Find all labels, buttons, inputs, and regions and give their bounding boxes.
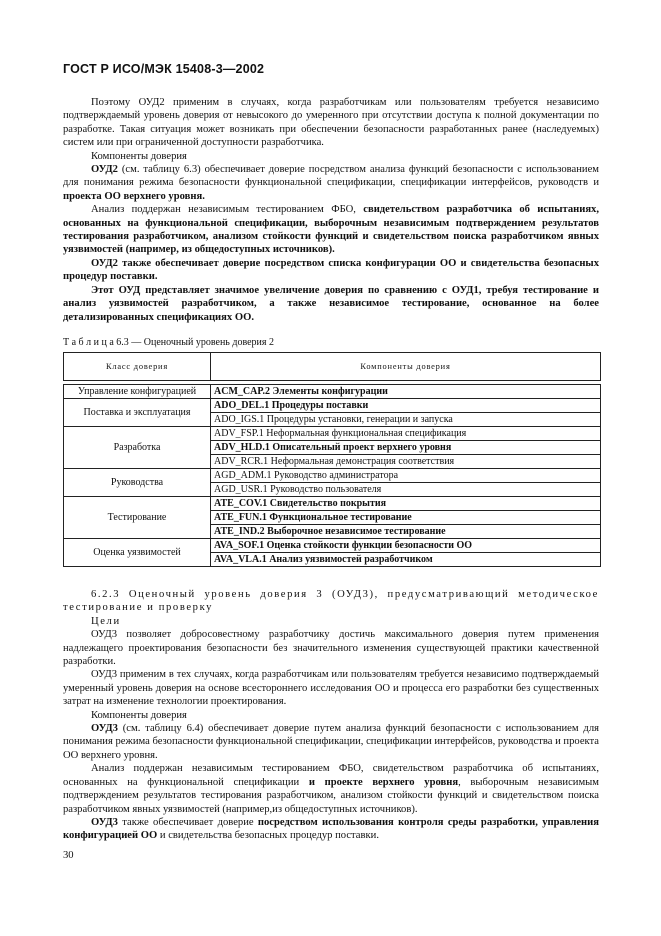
component-cell: AGD_ADM.1 Руководство администратора xyxy=(211,469,601,483)
component-cell: ATE_IND.2 Выборочное независимое тестирование xyxy=(211,525,601,539)
text: также обеспечивает доверие xyxy=(117,816,258,828)
section-heading: 6.2.3 Оценочный уровень доверия 3 (ОУД3), предусматривающий методическое тестирование и проверку xyxy=(63,589,599,614)
class-cell: Тестирование xyxy=(64,497,211,539)
component-cell: ADV_RCR.1 Неформальная демонстрация соответствия xyxy=(211,455,601,469)
paragraph xyxy=(63,762,599,816)
component-cell: ACM_CAP.2 Элементы конфигурации xyxy=(211,385,601,399)
paragraph: ОУД3 применим в тех случаях, когда разработчикам или пользователям требуется независимо подтверждаемый умеренный уровень доверия на основе всестороннего исследования ОО и процесса его разработки без существенных затрат на изменение технологии проектирования. xyxy=(63,669,599,708)
paragraph xyxy=(63,722,599,762)
text: Анализ поддержан независимым тестированием ФБО, xyxy=(91,204,364,216)
paragraph: ОУД3 позволяет добросовестному разработчику достичь максимального доверия путем применения надлежащего проектирования безопасности без значительного изменения существующей практики качественной разработки. xyxy=(63,629,599,668)
paragraph xyxy=(63,816,599,843)
section-block xyxy=(63,588,599,843)
section-goals: Цели xyxy=(91,615,121,627)
bold-text: свидетельством разработчика об испытаниях, основанных на функциональной спецификации, выборочным независимым подтверждением результатов тестирования разработчиком, анализом стойкости функций и свидетельством поиска разработчиком явных уязвимостей (например, из общедоступных источников). xyxy=(63,204,599,256)
table-header-components: Компоненты доверия xyxy=(211,353,601,381)
paragraph xyxy=(63,203,599,257)
component-cell: ATE_FUN.1 Функциональное тестирование xyxy=(211,511,601,525)
text: (см. таблицу 6.4) обеспечивает доверие путем анализа функций безопасности с использованием для понимания режима безопасности функциональной спецификации, спецификации интерфейсов, руководства и проекта ОО верхнего уровня. xyxy=(63,723,599,761)
page-number: 30 xyxy=(63,850,74,861)
table-row xyxy=(64,469,601,483)
text: Анализ поддержан независимым тестированием ФБО, свидетельством разработчика об испытаниях, основанных на функциональной спецификации xyxy=(63,763,599,788)
text: и свидетельства безопасных процедур поставки. xyxy=(157,830,379,842)
bold-text: проекта ОО верхнего уровня. xyxy=(63,190,205,202)
bold-text: ОУД3 xyxy=(91,723,118,735)
component-cell: ADO_DEL.1 Процедуры поставки xyxy=(211,399,601,413)
table-row xyxy=(64,497,601,511)
component-cell: AVA_SOF.1 Оценка стойкости функции безопасности ОО xyxy=(211,539,601,553)
table-header-class: Класс доверия xyxy=(64,353,211,381)
table-caption xyxy=(63,337,274,348)
text: , выборочным независимым подтверждением результатов тестирования разработчиком, анализом стойкости функций и свидетельством поиска разработчиком явных уязвимостей (например,из общедоступных источников). xyxy=(63,776,599,815)
paragraph: Этот ОУД представляет значимое увеличение доверия по сравнению с ОУД1, требуя тестирование и анализ уязвимостей разработчиком, а также независимое тестирование, основанное на более детализированных спецификациях ОО. xyxy=(63,284,599,323)
paragraph: ОУД2 также обеспечивает доверие посредством списка конфигурации ОО и свидетельства безопасных процедур поставки. xyxy=(63,257,599,283)
paragraph: Поэтому ОУД2 применим в случаях, когда разработчикам или пользователям требуется независимо подтверждаемый уровень доверия от невысокого до умеренного при отсутствии доступа к полной документации по разработке. Такая ситуация может возникать при обеспечении безопасности разработанных ранее (наследуемых) систем или при ограниченной доступности разработчика. xyxy=(63,97,599,149)
table-row xyxy=(64,399,601,413)
document-header: ГОСТ Р ИСО/МЭК 15408-3—2002 xyxy=(63,62,265,76)
table-row xyxy=(64,539,601,553)
class-cell: Управление конфигурацией xyxy=(64,385,211,399)
class-cell: Поставка и эксплуатация xyxy=(64,399,211,427)
bold-text: ОУД2 xyxy=(91,164,118,176)
component-cell: ADV_HLD.1 Описательный проект верхнего уровня xyxy=(211,441,601,455)
class-cell: Руководства xyxy=(64,469,211,497)
caption-text: 6.3 — Оценочный уровень доверия 2 xyxy=(116,337,274,348)
bold-text: посредством использования контроля среды разработки, управления конфигурацией ОО xyxy=(63,816,599,842)
text: (см. таблицу 6.3) обеспечивает доверие посредством анализа функций безопасности с использованием для понимания режима безопасности функциональной спецификации, спецификации интерфейсов, руководств и xyxy=(63,164,599,189)
caption-label: Т а б л и ц а xyxy=(63,337,114,348)
bold-text: и проекте верхнего уровня xyxy=(308,776,459,788)
bold-text: ОУД3 xyxy=(91,816,118,828)
class-cell: Оценка уязвимостей xyxy=(64,539,211,567)
component-cell: ADV_FSP.1 Неформальная функциональная спецификация xyxy=(211,427,601,441)
class-cell: Разработка xyxy=(64,427,211,469)
component-cell: ATE_COV.1 Свидетельство покрытия xyxy=(211,497,601,511)
table-row xyxy=(64,427,601,441)
component-cell: AGD_USR.1 Руководство пользователя xyxy=(211,483,601,497)
assurance-table xyxy=(63,352,601,567)
paragraph: Компоненты доверия xyxy=(91,150,187,162)
paragraph xyxy=(63,163,599,203)
paragraph: Компоненты доверия xyxy=(91,709,187,721)
component-cell: ADO_IGS.1 Процедуры установки, генерации и запуска xyxy=(211,413,601,427)
table-row xyxy=(64,385,601,399)
component-cell: AVA_VLA.1 Анализ уязвимостей разработчиком xyxy=(211,553,601,567)
top-text-block xyxy=(63,96,599,324)
